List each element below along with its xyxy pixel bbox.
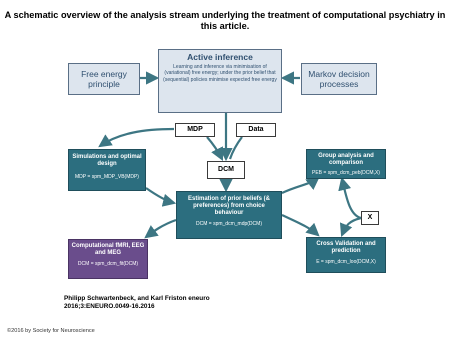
markov-decision-box: Markov decision processes [301,63,377,95]
arrow-estimation-to-fmri [146,220,176,237]
copyright-notice: ©2016 by Society for Neuroscience [7,328,95,334]
simulations-box [68,149,146,191]
cross-validation-box [306,237,386,273]
arrow-mdp-to-simulations [100,129,174,146]
group-analysis-box [306,149,386,179]
mdp-box: MDP [175,123,215,137]
active-inference-heading: Active inference [187,52,253,62]
free-energy-principle-box: Free energy principle [68,63,140,95]
simulations-code: MDP = spm_MDP_VB(MDP) [75,174,139,180]
dcm-box: DCM [207,161,245,179]
estimation-heading: Estimation of prior beliefs (& preferences) from choice behaviour [187,196,270,216]
simulations-heading: Simulations and optimal design [72,154,142,167]
group-analysis-heading: Group analysis and comparison [318,153,374,166]
active-inference-box [158,49,282,113]
article-credit [64,295,210,311]
arrow-x-to-group [342,179,361,218]
estimation-box [176,191,282,239]
cross-validation-code: E = spm_dcm_loo(DCM,X) [316,259,376,265]
cross-validation-heading: Cross Validation and prediction [316,241,376,254]
estimation-code: DCM = spm_dcm_mdp(DCM) [196,221,262,227]
arrow-simulations-to-estimation [146,188,174,203]
data-box: Data [236,123,276,137]
computational-fmri-heading: Computational fMRI, EEG and MEG [71,243,145,256]
computational-fmri-box [68,239,148,279]
arrow-x-to-cross [342,218,361,235]
figure-title: A schematic overview of the analysis stream underlying the treatment of computational psychiatry in this article. [4,10,446,31]
analysis-stream-diagram [64,45,389,293]
x-box: X [361,211,379,225]
group-analysis-code: PEB = spm_dcm_peb(DCM,X) [312,170,380,176]
computational-fmri-code: DCM = spm_dcm_fit(DCM) [77,261,139,267]
arrow-mdp-to-dcm [207,137,222,159]
credit-line-authors: Philipp Schwartenbeck, and Karl Friston eneuro [64,295,210,302]
arrow-estimation-to-group [282,178,318,193]
arrow-data-to-dcm [230,137,242,159]
active-inference-body: Learning and inference via minimisation of (variational) free energy; under the prior belief that (sequential) policies minimise expected free energy [163,64,277,83]
credit-line-citation: 2016;3:ENEURO.0049-16.2016 [64,303,155,310]
arrow-estimation-to-cross [282,215,318,235]
